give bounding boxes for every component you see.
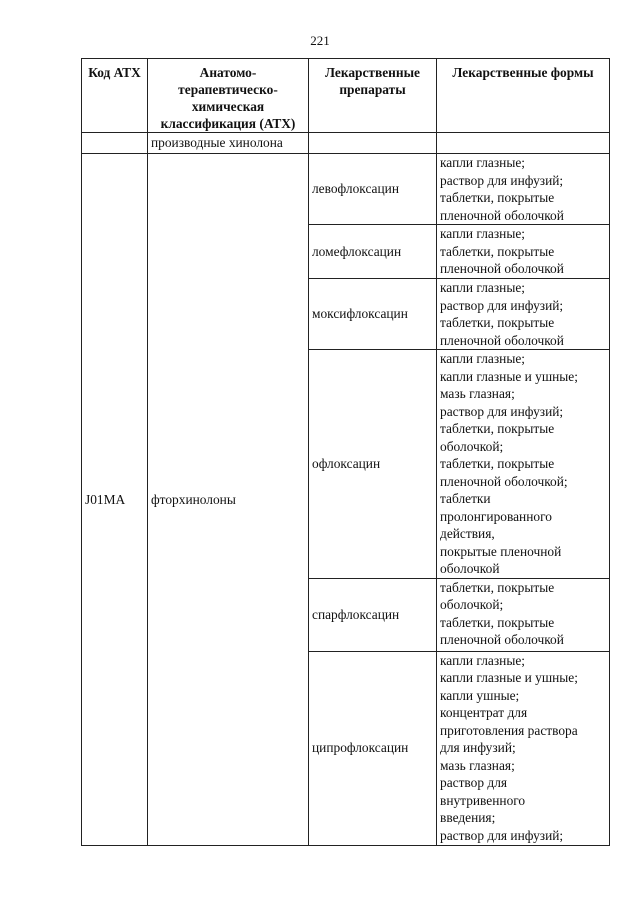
form-line: таблетки, покрытые: [440, 421, 555, 436]
page-number: 221: [310, 33, 330, 48]
form-line: действия,: [440, 526, 495, 541]
form-line: пленочной оболочкой: [440, 261, 564, 276]
form-line: капли глазные;: [440, 652, 525, 668]
form-line: таблетки, покрытые: [440, 614, 555, 630]
form-line: таблетки, покрытые: [440, 456, 555, 471]
atc-code: J01MA: [82, 154, 148, 846]
form-line: оболочкой: [440, 561, 500, 576]
form-line: мазь глазная;: [440, 386, 515, 401]
form-line: оболочкой;: [440, 438, 504, 454]
drug-row: [82, 154, 610, 225]
form-line: пролонгированного: [440, 508, 552, 524]
header-classification: Анатомо-терапевтическо-химическая классификация (АТХ): [148, 59, 309, 133]
form-line: оболочкой;: [440, 597, 504, 612]
form-line: концентрат для: [440, 705, 528, 720]
form-line: капли глазные и ушные;: [440, 670, 578, 685]
header-forms: Лекарственные формы: [437, 59, 610, 133]
drug-name: спарфлоксацин: [309, 578, 437, 651]
form-line: мазь глазная;: [440, 757, 515, 773]
form-line: капли глазные;: [440, 226, 525, 241]
form-line: приготовления раствора: [440, 722, 578, 738]
atc-group-name: фторхинолоны: [148, 154, 309, 846]
drug-name: ломефлоксацин: [309, 225, 437, 279]
atc-table: [81, 58, 610, 846]
header-drugs: Лекарственные препараты: [309, 59, 437, 133]
drug-forms: [437, 154, 610, 225]
subgroup-name: производные хинолона: [148, 133, 309, 154]
form-line: капли ушные;: [440, 687, 520, 703]
drug-forms: [437, 578, 610, 651]
header-row: [82, 59, 610, 133]
form-line: раствор для инфузий;: [440, 827, 564, 843]
subgroup-row: [82, 133, 610, 154]
form-line: пленочной оболочкой: [440, 632, 564, 647]
form-line: раствор для инфузий;: [440, 172, 564, 188]
form-line: пленочной оболочкой;: [440, 473, 568, 489]
form-line: раствор для инфузий;: [440, 297, 564, 313]
form-line: пленочной оболочкой: [440, 332, 564, 348]
form-line: капли глазные;: [440, 280, 525, 295]
drug-forms: [437, 350, 610, 579]
form-line: таблетки, покрытые: [440, 243, 555, 259]
form-line: раствор для: [440, 775, 508, 790]
form-line: раствор для инфузий;: [440, 403, 564, 419]
drug-name: ципрофлоксацин: [309, 651, 437, 845]
drug-name: левофлоксацин: [309, 154, 437, 225]
form-line: таблетки, покрытые: [440, 579, 555, 595]
form-line: капли глазные;: [440, 351, 525, 366]
drug-name: офлоксацин: [309, 350, 437, 579]
form-line: для инфузий;: [440, 740, 516, 755]
form-line: таблетки, покрытые: [440, 190, 555, 205]
drug-forms: [437, 279, 610, 350]
drug-forms: [437, 651, 610, 845]
form-line: введения;: [440, 810, 496, 825]
form-line: внутривенного: [440, 792, 526, 808]
drug-name: моксифлоксацин: [309, 279, 437, 350]
form-line: таблетки: [440, 491, 491, 506]
form-line: таблетки, покрытые: [440, 315, 555, 330]
form-line: капли глазные и ушные;: [440, 368, 578, 384]
header-code: Код АТХ: [82, 59, 148, 133]
form-line: покрытые пленочной: [440, 543, 562, 559]
form-line: капли глазные;: [440, 155, 525, 170]
form-line: пленочной оболочкой: [440, 207, 564, 223]
drug-forms: [437, 225, 610, 279]
